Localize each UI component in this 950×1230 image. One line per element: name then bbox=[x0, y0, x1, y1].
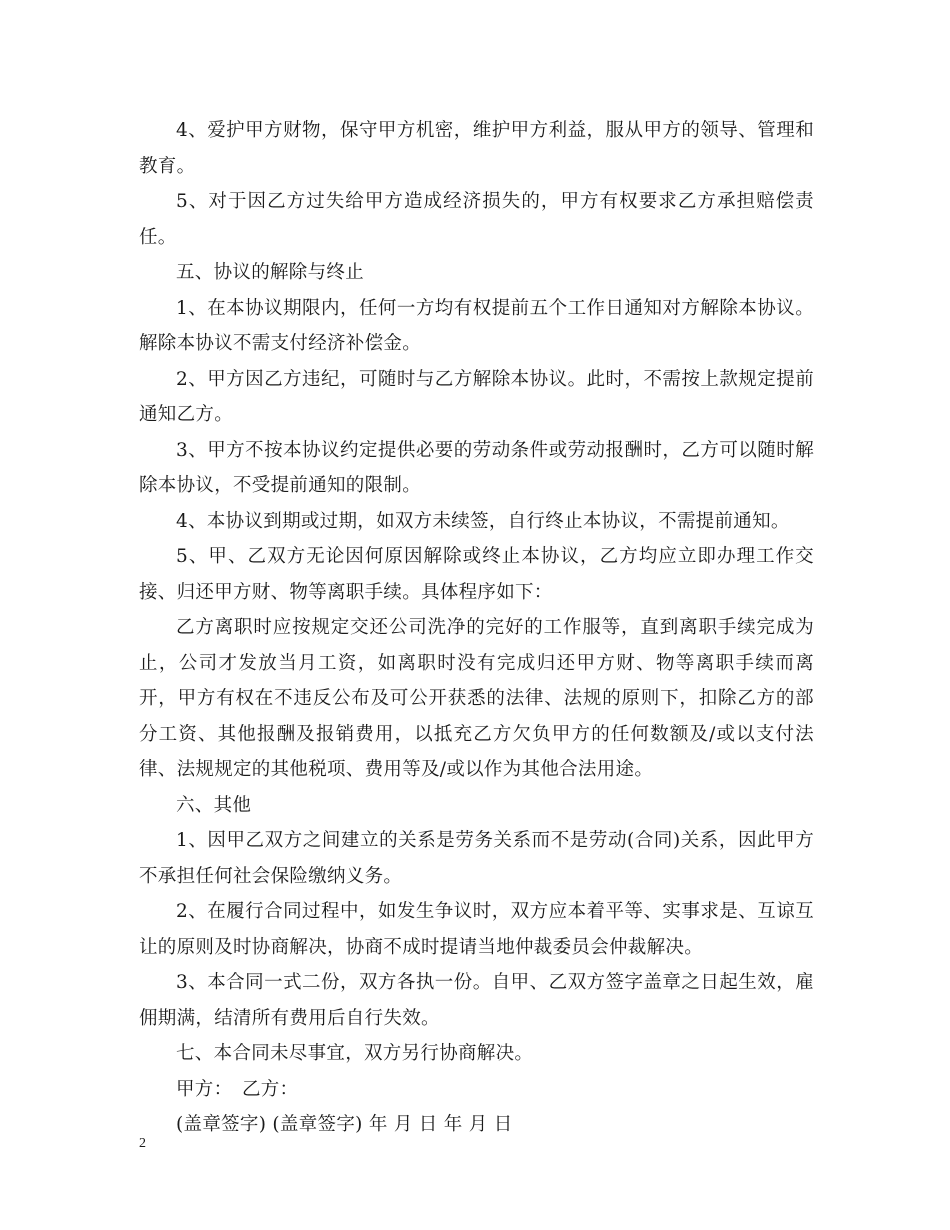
signature-parties-line: 甲方： 乙方： bbox=[176, 1078, 299, 1100]
paragraph-other-3: 3、本合同一式二份，双方各执一份。自甲、乙双方签字盖章之日起生效，雇佣期满，结清所有费用后自行失效。 bbox=[139, 972, 814, 1029]
section-heading-remaining-matters: 七、本合同未尽事宜，双方另行协商解决。 bbox=[176, 1043, 534, 1064]
paragraph-termination-1: 1、在本协议期限内，任何一方均有权提前五个工作日通知对方解除本协议。解除本协议不需支付经济补偿金。 bbox=[139, 297, 814, 354]
paragraph-termination-2: 2、甲方因乙方违纪，可随时与乙方解除本协议。此时，不需按上款规定提前通知乙方。 bbox=[139, 368, 814, 425]
page-number: 2 bbox=[139, 1136, 146, 1151]
section-heading-other: 六、其他 bbox=[176, 794, 252, 816]
document-body bbox=[139, 113, 814, 1143]
paragraph-termination-3: 3、甲方不按本协议约定提供必要的劳动条件或劳动报酬时，乙方可以随时解除本协议，不受提前通知的限制。 bbox=[139, 439, 814, 496]
paragraph-resignation-procedure: 乙方离职时应按规定交还公司洗净的完好的工作服等，直到离职手续完成为止，公司才发放当月工资，如离职时没有完成归还甲方财、物等离职手续而离开，甲方有权在不违反公布及可公开获悉的法律、法规的原则下，扣除乙方的部分工资、其他报酬及报销费用，以抵充乙方欠负甲方的任何数额及/或以支付法律、法规规定的其他税项、费用等及/或以作为其他合法用途。 bbox=[139, 617, 814, 780]
paragraph-termination-4: 4、本协议到期或过期，如双方未续签，自行终止本协议，不需提前通知。 bbox=[176, 510, 790, 532]
paragraph-other-1: 1、因甲乙双方之间建立的关系是劳务关系而不是劳动(合同)关系，因此甲方不承担任何社会保险缴纳义务。 bbox=[139, 830, 814, 887]
paragraph-other-2: 2、在履行合同过程中，如发生争议时，双方应本着平等、实事求是、互谅互让的原则及时协商解决，协商不成时提请当地仲裁委员会仲裁解决。 bbox=[139, 901, 814, 958]
signature-seal-date-line: (盖章签字) (盖章签字) 年 月 日 年 月 日 bbox=[176, 1114, 513, 1135]
section-heading-termination: 五、协议的解除与终止 bbox=[176, 262, 365, 283]
paragraph-termination-5: 5、甲、乙双方无论因何原因解除或终止本协议，乙方均应立即办理工作交接、归还甲方财、物等离职手续。具体程序如下： bbox=[139, 546, 814, 603]
paragraph-clause-4-duties: 4、爱护甲方财物，保守甲方机密，维护甲方利益，服从甲方的领导、管理和教育。 bbox=[139, 120, 814, 177]
paragraph-clause-5-liability: 5、对于因乙方过失给甲方造成经济损失的，甲方有权要求乙方承担赔偿责任。 bbox=[139, 191, 814, 248]
